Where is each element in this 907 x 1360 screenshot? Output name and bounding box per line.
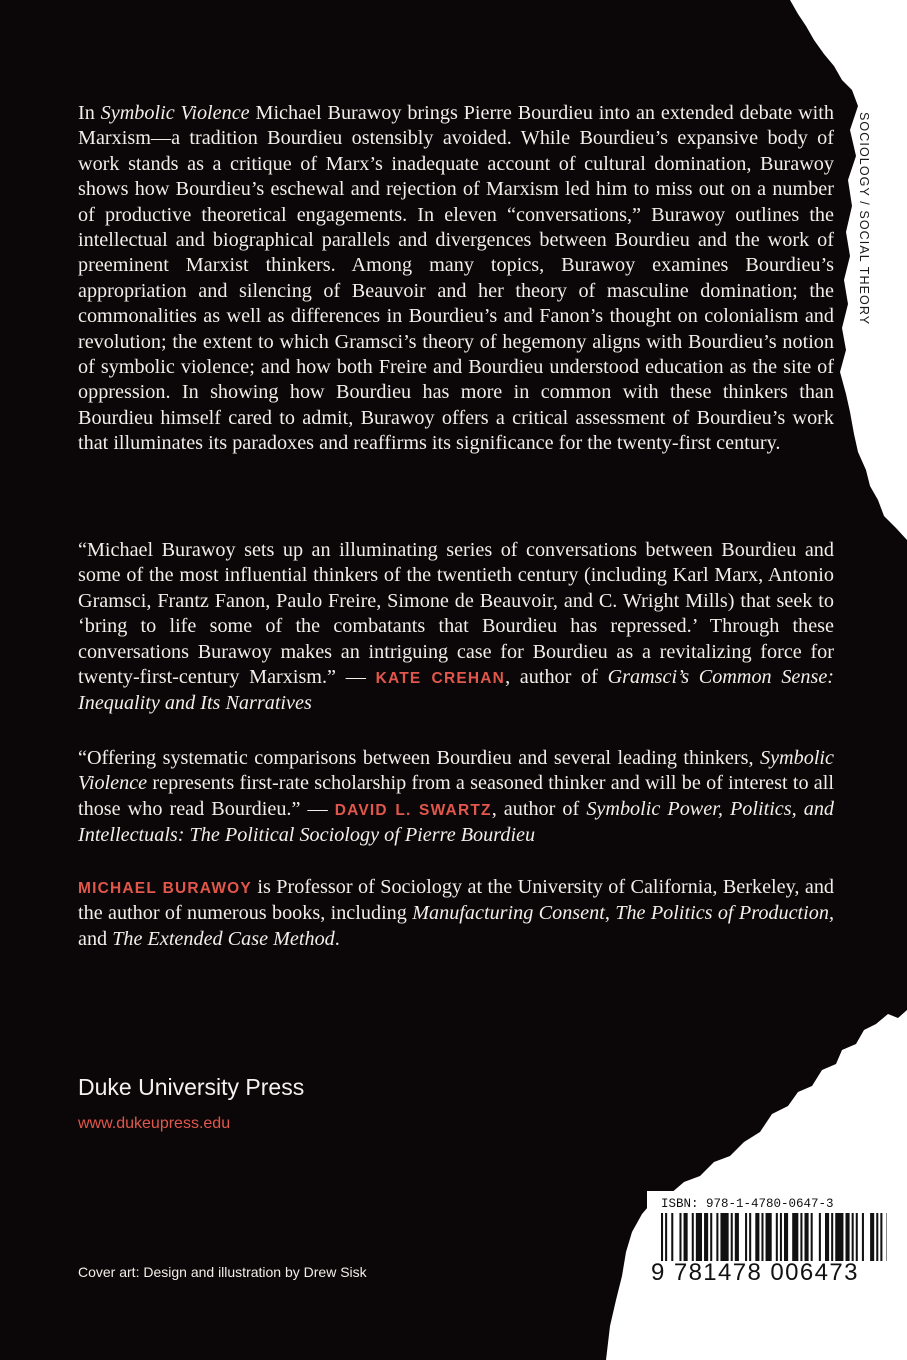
- barcode-bar: [679, 1213, 681, 1261]
- description-paragraph: [78, 101, 834, 457]
- barcode-bar: [825, 1213, 829, 1261]
- barcode-bar: [671, 1213, 673, 1261]
- quote-text: “Michael Burawoy sets up an illuminating series of conversations between Bourdieu and some of the most influential thinkers of the twentieth century (including Karl Marx, Antonio Gramsci, Frantz Fanon, Paulo Freire, Simone de Beauvoir, and C. Wright Mills) that seek to ‘bring to life some of the combatants that Bourdieu has repressed.’ Through these conversations Burawoy makes an intriguing case for Bourdieu as a revitalizing force for twenty-first-century Marxism.” —: [78, 539, 834, 689]
- category-label: SOCIOLOGY / SOCIAL THEORY: [857, 112, 871, 326]
- barcode-bar: [761, 1213, 763, 1261]
- quote-text: “Offering systematic comparisons between Bourdieu and several leading thinkers,: [78, 747, 760, 769]
- barcode-bar: [780, 1213, 782, 1261]
- barcode-bar: [852, 1213, 854, 1261]
- isbn-barcode: [647, 1191, 897, 1294]
- barcode-bar: [880, 1213, 882, 1261]
- barcode-bar: [716, 1213, 718, 1261]
- barcode-bar: [835, 1213, 843, 1261]
- barcode-bar: [805, 1213, 809, 1261]
- barcode-bar: [692, 1213, 694, 1261]
- barcode-bar: [720, 1213, 728, 1261]
- endorser-name: DAVID L. SWARTZ: [334, 801, 492, 819]
- bio-end: .: [334, 927, 340, 950]
- barcode-bar: [846, 1213, 850, 1261]
- barcode-bar: [800, 1213, 802, 1261]
- torn-paper-bottom: [606, 1010, 907, 1360]
- blurb-body: Michael Burawoy brings Pierre Bourdieu into an extended debate with Marxism—a tradition Bourdieu ostensibly avoided. While Bourdieu’s expansive body of work stands as a critique of Marx’s inadequate account of cultural domination, Burawoy shows how Bourdieu’s eschewal and rejection of Marxism led him to miss out on a number of productive theoretical engagements. In eleven “conversations,” Burawoy outlines the intellectual and biographical parallels and divergences between Bourdieu and the work of preeminent Marxist thinkers. Among many topics, Burawoy examines Bourdieu’s appropriation and silencing of Beauvoir and her theory of masculine domination; the commonalities as well as differences in Bourdieu’s and Fanon’s thought on colonialism and revolution; the extent to which Gramsci’s theory of hegemony aligns with Bourdieu’s notion of symbolic violence; and how both Freire and Bourdieu understood education as the site of oppression. In showing how Bourdieu has more in common with these thinkers than Bourdieu himself cared to admit, Burawoy offers a critical assessment of Bourdieu’s work that illuminates its paradoxes and reaffirms its significance for the twenty-first century.: [78, 102, 834, 455]
- author-of: , author of: [505, 666, 608, 689]
- barcode-bar: [745, 1213, 747, 1261]
- barcode-bar: [704, 1213, 708, 1261]
- bio-separator: ,: [604, 902, 616, 925]
- barcode-bar: [856, 1213, 858, 1261]
- barcode-bar: [735, 1213, 739, 1261]
- barcode-bar: [792, 1213, 798, 1261]
- barcode-bar: [755, 1213, 759, 1261]
- cover-art-credit: Cover art: Design and illustration by Drew Sisk: [78, 1264, 367, 1280]
- barcode-bar: [661, 1213, 663, 1261]
- barcode-bar: [684, 1213, 688, 1261]
- endorser-name: KATE CREHAN: [375, 670, 506, 688]
- book-title: Symbolic Violence: [78, 747, 834, 795]
- barcode-bars: [661, 1213, 887, 1261]
- barcode-bar: [665, 1213, 667, 1261]
- barcode-bar: [766, 1213, 772, 1261]
- book-title: Symbolic Violence: [100, 102, 250, 124]
- quote-text-cont: represents first-rate scholarship from a seasoned thinker and will be of interest to all those who read Bourdieu.” —: [78, 772, 834, 820]
- bio-book-2: The Politics of Production: [615, 902, 829, 925]
- endorsement-crehan: [78, 538, 834, 717]
- bio-book-3: The Extended Case Method: [112, 927, 335, 950]
- barcode-bar: [784, 1213, 788, 1261]
- barcode-bar: [862, 1213, 864, 1261]
- author-of: , author of: [491, 797, 587, 820]
- barcode-bar: [876, 1213, 878, 1261]
- isbn-label: ISBN: 978-1-4780-0647-3: [661, 1197, 834, 1211]
- blurb-intro: In: [78, 102, 101, 124]
- barcode-bar: [819, 1213, 821, 1261]
- barcode-bar: [749, 1213, 751, 1261]
- endorsement-swartz: [78, 746, 834, 849]
- barcode-bar: [731, 1213, 733, 1261]
- barcode-bar: [887, 1213, 888, 1261]
- barcode-bar: [811, 1213, 813, 1261]
- endorser-book: Symbolic Power, Politics, and Intellectuals: The Political Sociology of Pierre Bourdieu: [78, 797, 835, 847]
- endorser-book: Gramsci’s Common Sense: Inequality and Its Narratives: [78, 666, 835, 715]
- author-bio: [78, 875, 834, 952]
- publisher-website[interactable]: www.dukeupress.edu: [78, 1115, 231, 1132]
- bio-book-1: Manufacturing Consent: [412, 902, 605, 925]
- barcode-bar: [870, 1213, 874, 1261]
- barcode-bar: [710, 1213, 712, 1261]
- bio-text: is Professor of Sociology at the University of California, Berkeley, and the author of numerous books, including: [78, 876, 835, 925]
- barcode-bar: [696, 1213, 702, 1261]
- author-name: MICHAEL BURAWOY: [78, 880, 252, 897]
- barcode-bar: [831, 1213, 833, 1261]
- barcode-digits: 9 781478 006473: [651, 1259, 859, 1286]
- publisher-name: Duke University Press: [78, 1074, 305, 1100]
- bio-separator: , and: [78, 902, 835, 950]
- barcode-bar: [776, 1213, 778, 1261]
